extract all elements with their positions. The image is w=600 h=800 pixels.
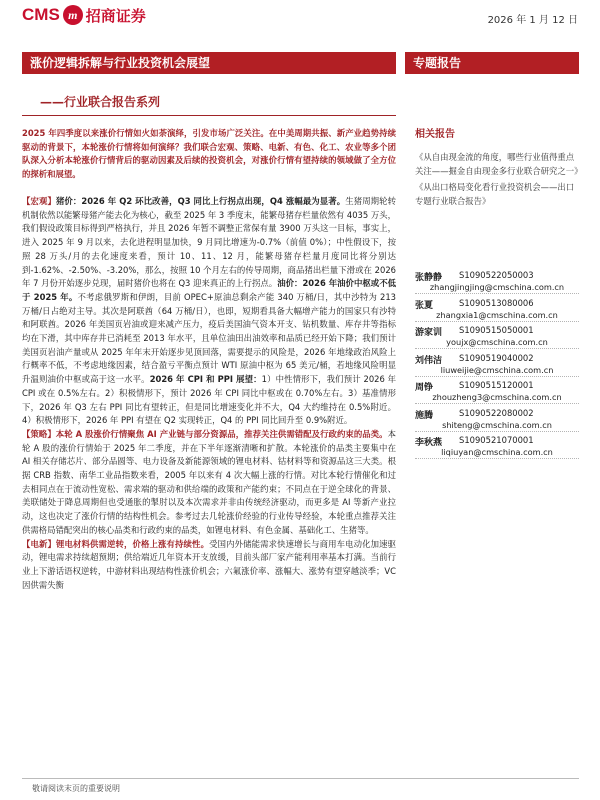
report-date: 2026 年 1 月 12 日: [487, 15, 578, 26]
analyst-email[interactable]: zhangjingjing@cmschina.com.cn: [429, 282, 565, 292]
text-segment: 【电新】: [22, 538, 57, 549]
analyst-entry: [415, 351, 579, 377]
text-segment: 【策略】: [22, 428, 56, 439]
analyst-cert-id: S1090522080002: [459, 407, 534, 418]
text-segment: 锂电材料供需逆转，价格上涨有持续性。: [56, 538, 210, 549]
text-segment: 受国内外储能需求快速增长与商用车电动化加速驱动，锂电需求持续超预期；供给端近几年资本开支放缓，目前头部厂家产能利用率基本打满。当前行业上下游话语权逆转，中游材料出现结构性涨价机会；六氟涨价率、涨幅大、涨势有望穿越淡季；VC 因供需失衡: [22, 538, 397, 590]
series-divider: [22, 115, 396, 116]
text-segment: 1）中性情形下，我们预计 2026 年 CPI 或在 0.5%左右。2）积极情形下，预计 2026 年 CPI 同比中枢或在 0.70%左右。3）基准情形下，2026 年 Q3 左右 PPI 同比有望转正，但是同比增速变化并不大，Q4 大约维持在 0.5%附近。4）积极情形下，2026 年 PPI 有望在 Q2 实现转正，Q4 的 PPI 同比回升至 0.9%附近。: [22, 374, 397, 426]
analyst-entry: [415, 433, 579, 459]
section-power-equipment: [22, 538, 396, 593]
analyst-name: 周铮: [415, 383, 434, 393]
analyst-list: [415, 268, 579, 461]
analyst-entry: [415, 406, 579, 432]
analyst-name: 施腾: [415, 410, 434, 421]
analyst-cert-id: S1090522050003: [459, 270, 534, 280]
analyst-name: 李秋燕: [415, 438, 443, 448]
analyst-email[interactable]: youjx@cmschina.com.cn: [446, 337, 548, 347]
analyst-email[interactable]: zhouzheng3@cmschina.com.cn: [432, 392, 562, 402]
text-segment: 【宏观】: [22, 196, 56, 206]
analyst-cert-id: S1090515120001: [459, 380, 534, 390]
report-summary: 2025 年四季度以来涨价行情如火如荼演绎，引发市场广泛关注。在中美周期共振、新产业趋势持续驱动的背景下，本轮涨价行情将如何演绎？我们联合宏观、策略、电新、有色、化工、农业等多个团队深入分析本轮涨价行情背后的驱动因素及后续的投资机会，对涨价行情有望持续的领域做了全方位的探析和展望。: [22, 128, 396, 179]
analyst-entry: [415, 296, 579, 322]
related-reports-list: [415, 150, 583, 210]
analyst-cert-id: S1090515050001: [459, 325, 534, 335]
analyst-email[interactable]: shiteng@cmschina.com.cn: [442, 419, 552, 430]
related-reports-title: 相关报告: [415, 129, 455, 140]
analyst-name: 游家训: [415, 328, 443, 338]
text-segment: 不考虑俄罗斯和伊朗，目前 OPEC+原油总剩余产能 340 万桶/日，其中沙特为 213 万桶/日占绝对主导。其次是阿联酋（64 万桶/日），也即，短期看具备大幅增产能力的国家只有沙特和阿联酋。2026 年美国页岩油或迎来减产压力，疫后美国油气资本开支、钻机数量、库存井等指标均在下滑，其中库存井已消耗至 2013 年水平，且单位油田出油效率和品质已经开始下降；我们预计美国页岩油产量或从 2025 年年末开始逐步见顶回落，需要提示的风险是，2026 年地缘政治风险上行概率不低，不考虑地缘因素，结合盈亏平衡点预计 WTI 原油中枢为 65 美元/桶，若地缘风险明显升温则油价中枢或高于这一水平。: [22, 291, 396, 385]
analyst-entry: [415, 268, 579, 294]
related-report-link[interactable]: 《从自由现金流的角度，哪些行业值得重点关注——掘金自由现金多行业联合研究之一》: [415, 152, 583, 176]
text-segment: 油价：2026 年油价中枢或不低于 2025 年。: [22, 278, 396, 302]
logo-text-cn: 招商证券: [85, 6, 146, 25]
text-segment: 猪价：2026 年 Q2 环比改善，Q3 同比上行拐点出现，Q4 涨幅最为显著。: [55, 196, 346, 206]
analyst-cert-id: S1090519040002: [459, 352, 534, 363]
logo-text-en: CMS: [22, 5, 60, 24]
report-series: ——行业联合报告系列: [40, 95, 161, 109]
analyst-name: 张夏: [415, 300, 434, 311]
related-report-link[interactable]: 《从出口格局变化看行业投资机会——出口专题行业联合报告》: [415, 182, 575, 206]
logo-mark-icon: m: [63, 5, 83, 25]
analyst-name: 张静静: [415, 273, 443, 283]
analyst-email[interactable]: liqiuyan@cmschina.com.cn: [441, 447, 553, 457]
text-segment: 2026 年 CPI 和 PPI 展望：: [149, 374, 262, 385]
section-strategy: [22, 428, 396, 538]
text-segment: 本轮 A 股的涨价行情始于 2025 年二季度，并在下半年逐渐清晰和扩散。本轮涨价的品类主要集中在 AI 相关存储芯片、部分品圆等、电力设备及新能源领域的锂电材料、钴材料等和资源品这三大类。根据 CRB 指数、南华工业品指数来看，2005 年以来有 4 次大幅上涨的行情。对比本轮行情催化和过去相同点在于流动性宽松、需求端的驱动和供给端的政策和产能约束；不同点在于逆全球化的背景、美联储处于降息周期但也受通胀的掣肘以及本次需求并非由传统经济驱动，而更多是 AI 等新产业拉动，这也决定了涨价行情的结构性机会。参考过去几轮涨价经验的行业传导经验，本轮重点推荐关注供需格局错配突出的核心品类和行政约束的品类，如锂电材料、有色金属、基础化工、生猪等。: [22, 428, 396, 535]
footer-divider: [22, 778, 579, 779]
report-title: 涨价逻辑拆解与行业投资机会展望: [22, 52, 396, 74]
company-logo: [22, 2, 146, 28]
analyst-cert-id: S1090513080006: [459, 297, 534, 308]
analyst-cert-id: S1090521070001: [459, 435, 534, 445]
footer-disclaimer: 敬请阅读末页的重要说明: [32, 784, 120, 793]
report-body: [22, 195, 396, 592]
text-segment: 本轮 A 股涨价行情聚焦 AI 产业链与部分资源品，推荐关注供需错配及行政约束的品类。: [55, 428, 388, 439]
analyst-email[interactable]: zhangxia1@cmschina.com.cn: [436, 309, 558, 320]
section-macro: [22, 195, 396, 428]
analyst-name: 刘伟洁: [415, 355, 443, 366]
analyst-email[interactable]: liuweijie@cmschina.com.cn: [440, 364, 554, 375]
text-segment: 生猪周期轮转机制依然以能繁母猪产能去化为核心，截至 2025 年 3 季度末，能繁母猪存栏量依然有 4035 万头，我们假设政策目标得到严格执行，并且 2026 年暂不调整正常保有量 3900 万头这一目标，事实上，进入 2025 年 9 月以来，去化进程明显加快，9 月同比增速为-0.7%（前值 0%）；中性假设下，按照 28 万头/月的去化速度来看，预计 10、11、12 月，能繁母猪存栏量月度同比将分别达到-1.62%、-2.50%、-3.20%，那么，按照 10 个月左右的传导周期，商品猪出栏量下滑或在 2026 年 7 月份开始逐步兑现，届时猪价也将在 Q3 迎来真正的上行拐点。: [22, 196, 397, 289]
report-type-label: 专题报告: [405, 52, 579, 74]
analyst-entry: [415, 378, 579, 404]
analyst-entry: [415, 323, 579, 349]
